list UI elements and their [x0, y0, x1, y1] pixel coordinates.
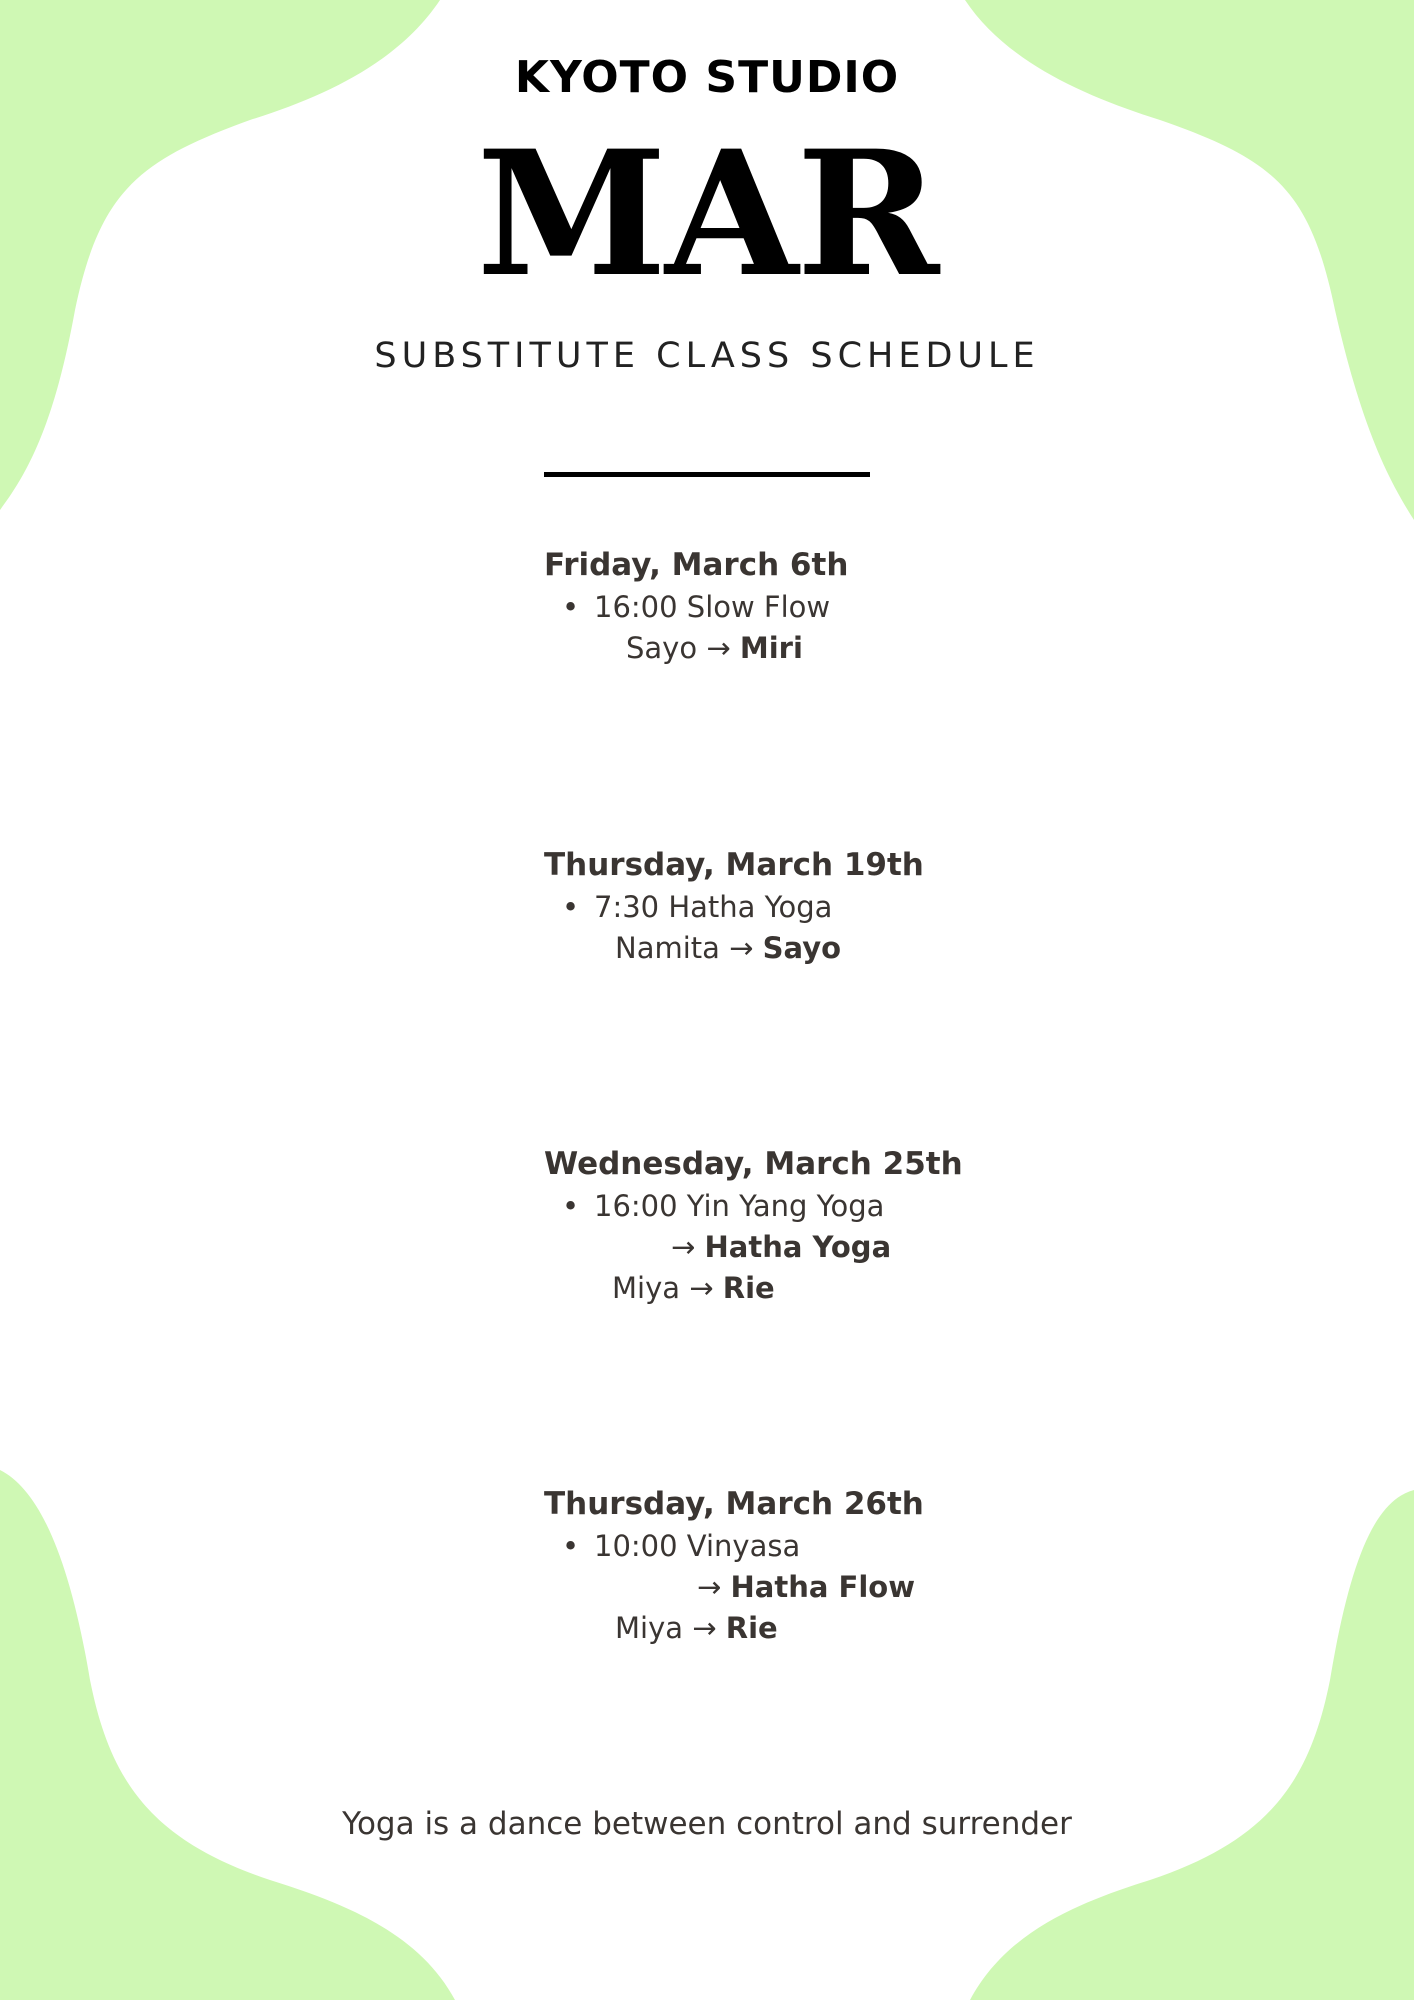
entry-class-change [544, 1567, 1244, 1608]
arrow-icon: → [697, 1570, 722, 1604]
teacher-to: Sayo [762, 931, 842, 965]
divider-line [544, 472, 870, 477]
schedule-entry [544, 843, 1244, 969]
entry-class: • 7:30 Hatha Yoga [544, 887, 1244, 928]
arrow-icon: → [729, 931, 754, 965]
teacher-from: Sayo [626, 631, 698, 665]
arrow-icon: → [706, 631, 731, 665]
entry-class-change [544, 1227, 1244, 1268]
entry-class: • 16:00 Yin Yang Yoga [544, 1186, 1244, 1227]
teacher-to: Miri [739, 631, 803, 665]
teacher-to: Rie [725, 1611, 778, 1645]
arrow-icon: → [689, 1271, 714, 1305]
teacher-from: Namita [615, 931, 720, 965]
entry-teacher-change [544, 928, 1244, 969]
entry-class: • 10:00 Vinyasa [544, 1526, 1244, 1567]
schedule-entry [544, 1142, 1244, 1309]
entry-teacher-change [544, 1268, 1244, 1309]
schedule-entry [544, 543, 1244, 669]
entry-date: Wednesday, March 25th [544, 1146, 963, 1182]
entry-teacher-change [544, 1608, 1244, 1649]
entry-date: Friday, March 6th [544, 547, 849, 583]
arrow-icon: → [692, 1611, 717, 1645]
teacher-from: Miya [615, 1611, 684, 1645]
studio-name: KYOTO STUDIO [514, 52, 900, 103]
entry-date: Thursday, March 26th [544, 1486, 924, 1522]
entry-date: Thursday, March 19th [544, 847, 924, 883]
month-title: MAR [476, 112, 938, 315]
entry-class: • 16:00 Slow Flow [544, 587, 1244, 628]
entry-teacher-change [544, 628, 1244, 669]
new-class: Hatha Yoga [704, 1230, 892, 1264]
schedule-subtitle: SUBSTITUTE CLASS SCHEDULE [374, 336, 1040, 376]
schedule-entry [544, 1482, 1244, 1649]
new-class: Hatha Flow [730, 1570, 916, 1604]
yoga-quote: Yoga is a dance between control and surrender [342, 1806, 1072, 1842]
arrow-icon: → [671, 1230, 696, 1264]
teacher-from: Miya [612, 1271, 681, 1305]
teacher-to: Rie [722, 1271, 775, 1305]
